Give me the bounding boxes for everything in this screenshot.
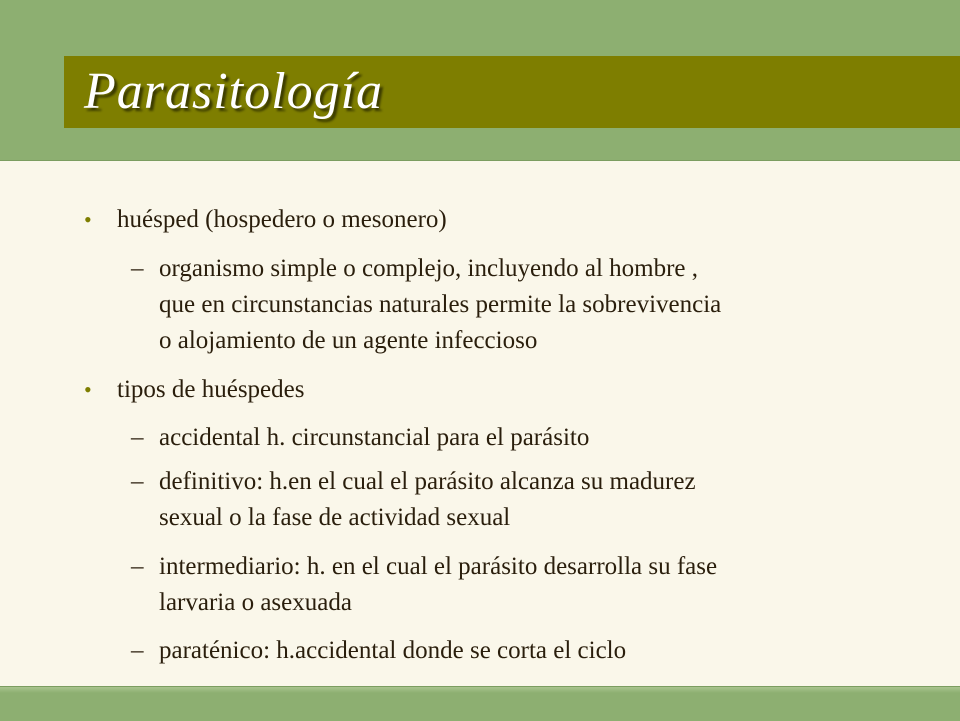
sub-intermediario-line-1: intermediario: h. en el cual el parásito desarrolla su fase (159, 553, 718, 580)
slide-title: Parasitología (84, 63, 384, 120)
bullet-marker: • (84, 377, 92, 402)
sub-organismo-line-1: organismo simple o complejo, incluyendo al hombre , (159, 255, 699, 282)
dash-marker: – (131, 424, 144, 451)
sub-organismo-line-3: o alojamiento de un agente infeccioso (159, 327, 538, 354)
dash-marker: – (131, 255, 144, 282)
sub-intermediario-line-2: larvaria o asexuada (159, 589, 352, 616)
sub-definitivo-line-1: definitivo: h.en el cual el parásito alcanza su madurez (159, 468, 696, 495)
sub-paratenico: paraténico: h.accidental donde se corta el ciclo (159, 637, 627, 664)
bottom-strip (0, 686, 960, 721)
bullet-marker: • (84, 207, 92, 232)
dash-marker: – (131, 637, 144, 664)
dash-marker: – (131, 468, 144, 495)
sub-organismo-line-2: que en circunstancias naturales permite la sobrevivencia (159, 291, 722, 318)
bullet-huesped: huésped (hospedero o mesonero) (117, 206, 447, 233)
dash-marker: – (131, 553, 144, 580)
bullet-tipos: tipos de huéspedes (117, 376, 305, 403)
sub-definitivo-line-2: sexual o la fase de actividad sexual (159, 504, 511, 531)
sub-accidental: accidental h. circunstancial para el parásito (159, 424, 590, 451)
